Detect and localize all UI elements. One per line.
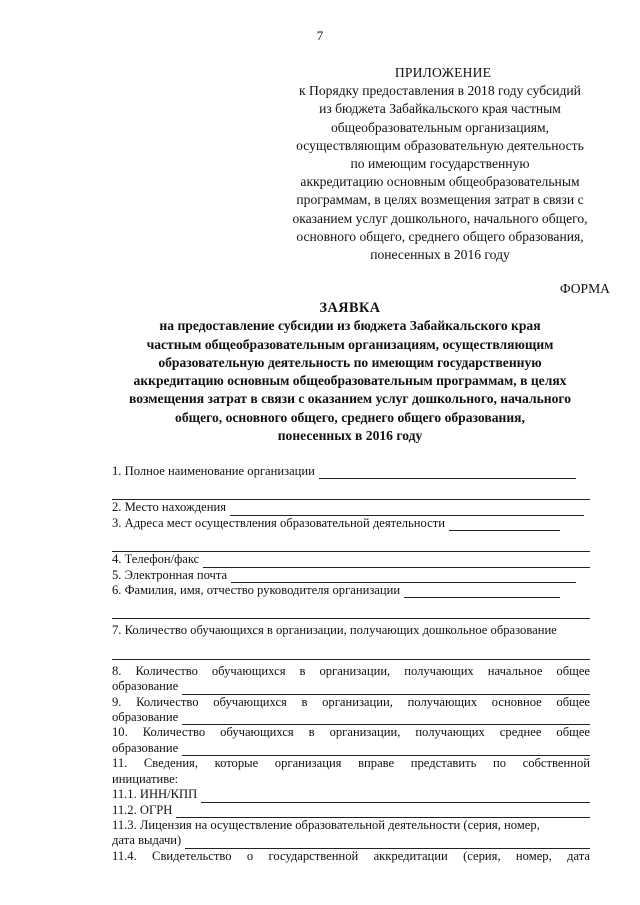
field-location — [112, 500, 590, 515]
appendix-line: по имеющим государственную — [350, 156, 530, 172]
title-line: частным общеобразовательным организациям, осуществляющим — [146, 336, 554, 352]
field-label: 11.1. ИНН/КПП — [112, 787, 198, 802]
field-label: 11.2. ОГРН — [112, 802, 173, 817]
field-email — [112, 568, 590, 583]
appendix-line: к Порядку предоставления в 2018 году субсидий — [299, 83, 581, 99]
field-label: образование — [112, 679, 179, 694]
field-label: 3. Адреса мест осуществления образовательной деятельности — [112, 515, 445, 530]
field-inn-kpp — [112, 787, 590, 802]
title-line: понесенных в 2016 году — [277, 428, 423, 444]
field-additional-info — [112, 756, 590, 787]
field-full-name — [112, 464, 590, 479]
title-line: возмещения затрат в связи с оказанием услуг дошкольного, начального — [128, 391, 572, 407]
title-word: ЗАЯВКА — [319, 300, 381, 316]
secondary-count-input[interactable] — [182, 743, 590, 756]
field-addresses — [112, 516, 590, 531]
appendix-line: аккредитацию основным общеобразовательным — [300, 174, 580, 190]
field-label: 2. Место нахождения — [112, 500, 227, 515]
field-label: инициативе: — [112, 771, 179, 786]
director-input-continued[interactable] — [112, 606, 590, 619]
field-label: 11. Сведения, которые организация вправе представить по собственной — [112, 756, 590, 771]
appendix-line: понесенных в 2016 году — [370, 247, 510, 263]
field-label: 5. Электронная почта — [112, 567, 228, 582]
field-secondary-count — [112, 725, 590, 756]
director-input[interactable] — [404, 585, 560, 598]
field-basic-count — [112, 695, 590, 726]
field-label: образование — [112, 710, 179, 725]
application-form — [112, 464, 590, 864]
appendix-line: оказанием услуг дошкольного, начального общего, — [292, 210, 588, 226]
email-input[interactable] — [231, 570, 576, 583]
field-phone — [112, 552, 590, 567]
field-primary-count — [112, 664, 590, 695]
addresses-input[interactable] — [449, 518, 560, 531]
location-input[interactable] — [230, 503, 584, 516]
inn-kpp-input[interactable] — [201, 790, 590, 803]
field-label: 11.4. Свидетельство о государственной аккредитации (серия, номер, дата — [112, 848, 590, 863]
appendix-header — [270, 64, 610, 264]
field-label: 4. Телефон/факс — [112, 552, 200, 567]
basic-count-input[interactable] — [182, 712, 590, 725]
appendix-line: из бюджета Забайкальского края частным — [319, 101, 561, 117]
field-ogrn — [112, 803, 590, 818]
appendix-line: осуществляющим образовательную деятельность — [296, 137, 584, 153]
preschool-count-input[interactable] — [112, 647, 590, 660]
addresses-input-continued[interactable] — [112, 539, 590, 552]
appendix-line: общеобразовательным организациям, — [330, 119, 550, 135]
field-license — [112, 818, 590, 849]
field-label: дата выдачи) — [112, 833, 182, 848]
field-director — [112, 583, 590, 598]
license-input[interactable] — [185, 836, 590, 849]
appendix-line: основного общего, среднего общего образования, — [296, 228, 584, 244]
field-accreditation — [112, 849, 590, 864]
ogrn-input[interactable] — [176, 805, 590, 818]
field-label: 7. Количество обучающихся в организации, получающих дошкольное образование — [112, 623, 557, 638]
title-line: на предоставление субсидии из бюджета Забайкальского края — [159, 318, 541, 334]
document-title — [120, 299, 580, 445]
page-number: 7 — [316, 28, 324, 43]
field-label: 1. Полное наименование организации — [112, 464, 315, 478]
field-label: 11.3. Лицензия на осуществление образовательной деятельности (серия, номер, — [112, 817, 540, 832]
field-label: 10. Количество обучающихся в организации, получающих среднее общее — [112, 725, 590, 740]
title-line: аккредитацию основным общеобразовательным программам, в целях — [133, 373, 567, 389]
title-line: образовательную деятельность по имеющим государственную — [158, 354, 542, 370]
field-preschool-count — [112, 623, 590, 638]
field-label: 6. Фамилия, имя, отчество руководителя организации — [112, 583, 401, 598]
primary-count-input[interactable] — [182, 682, 590, 695]
appendix-title: ПРИЛОЖЕНИЕ — [394, 65, 492, 80]
title-line: общего, основного общего, среднего общего образования, — [175, 409, 525, 425]
full-name-input[interactable] — [319, 466, 576, 479]
appendix-line: программам, в целях возмещения затрат в связи с — [296, 192, 584, 208]
phone-input[interactable] — [203, 555, 590, 568]
field-label: 9. Количество обучающихся в организации, получающих основное общее — [112, 694, 590, 709]
field-label: образование — [112, 740, 179, 755]
field-label: 8. Количество обучающихся в организации, получающих начальное общее — [112, 663, 590, 678]
form-label: ФОРМА — [559, 281, 610, 296]
full-name-input-continued[interactable] — [112, 487, 590, 500]
